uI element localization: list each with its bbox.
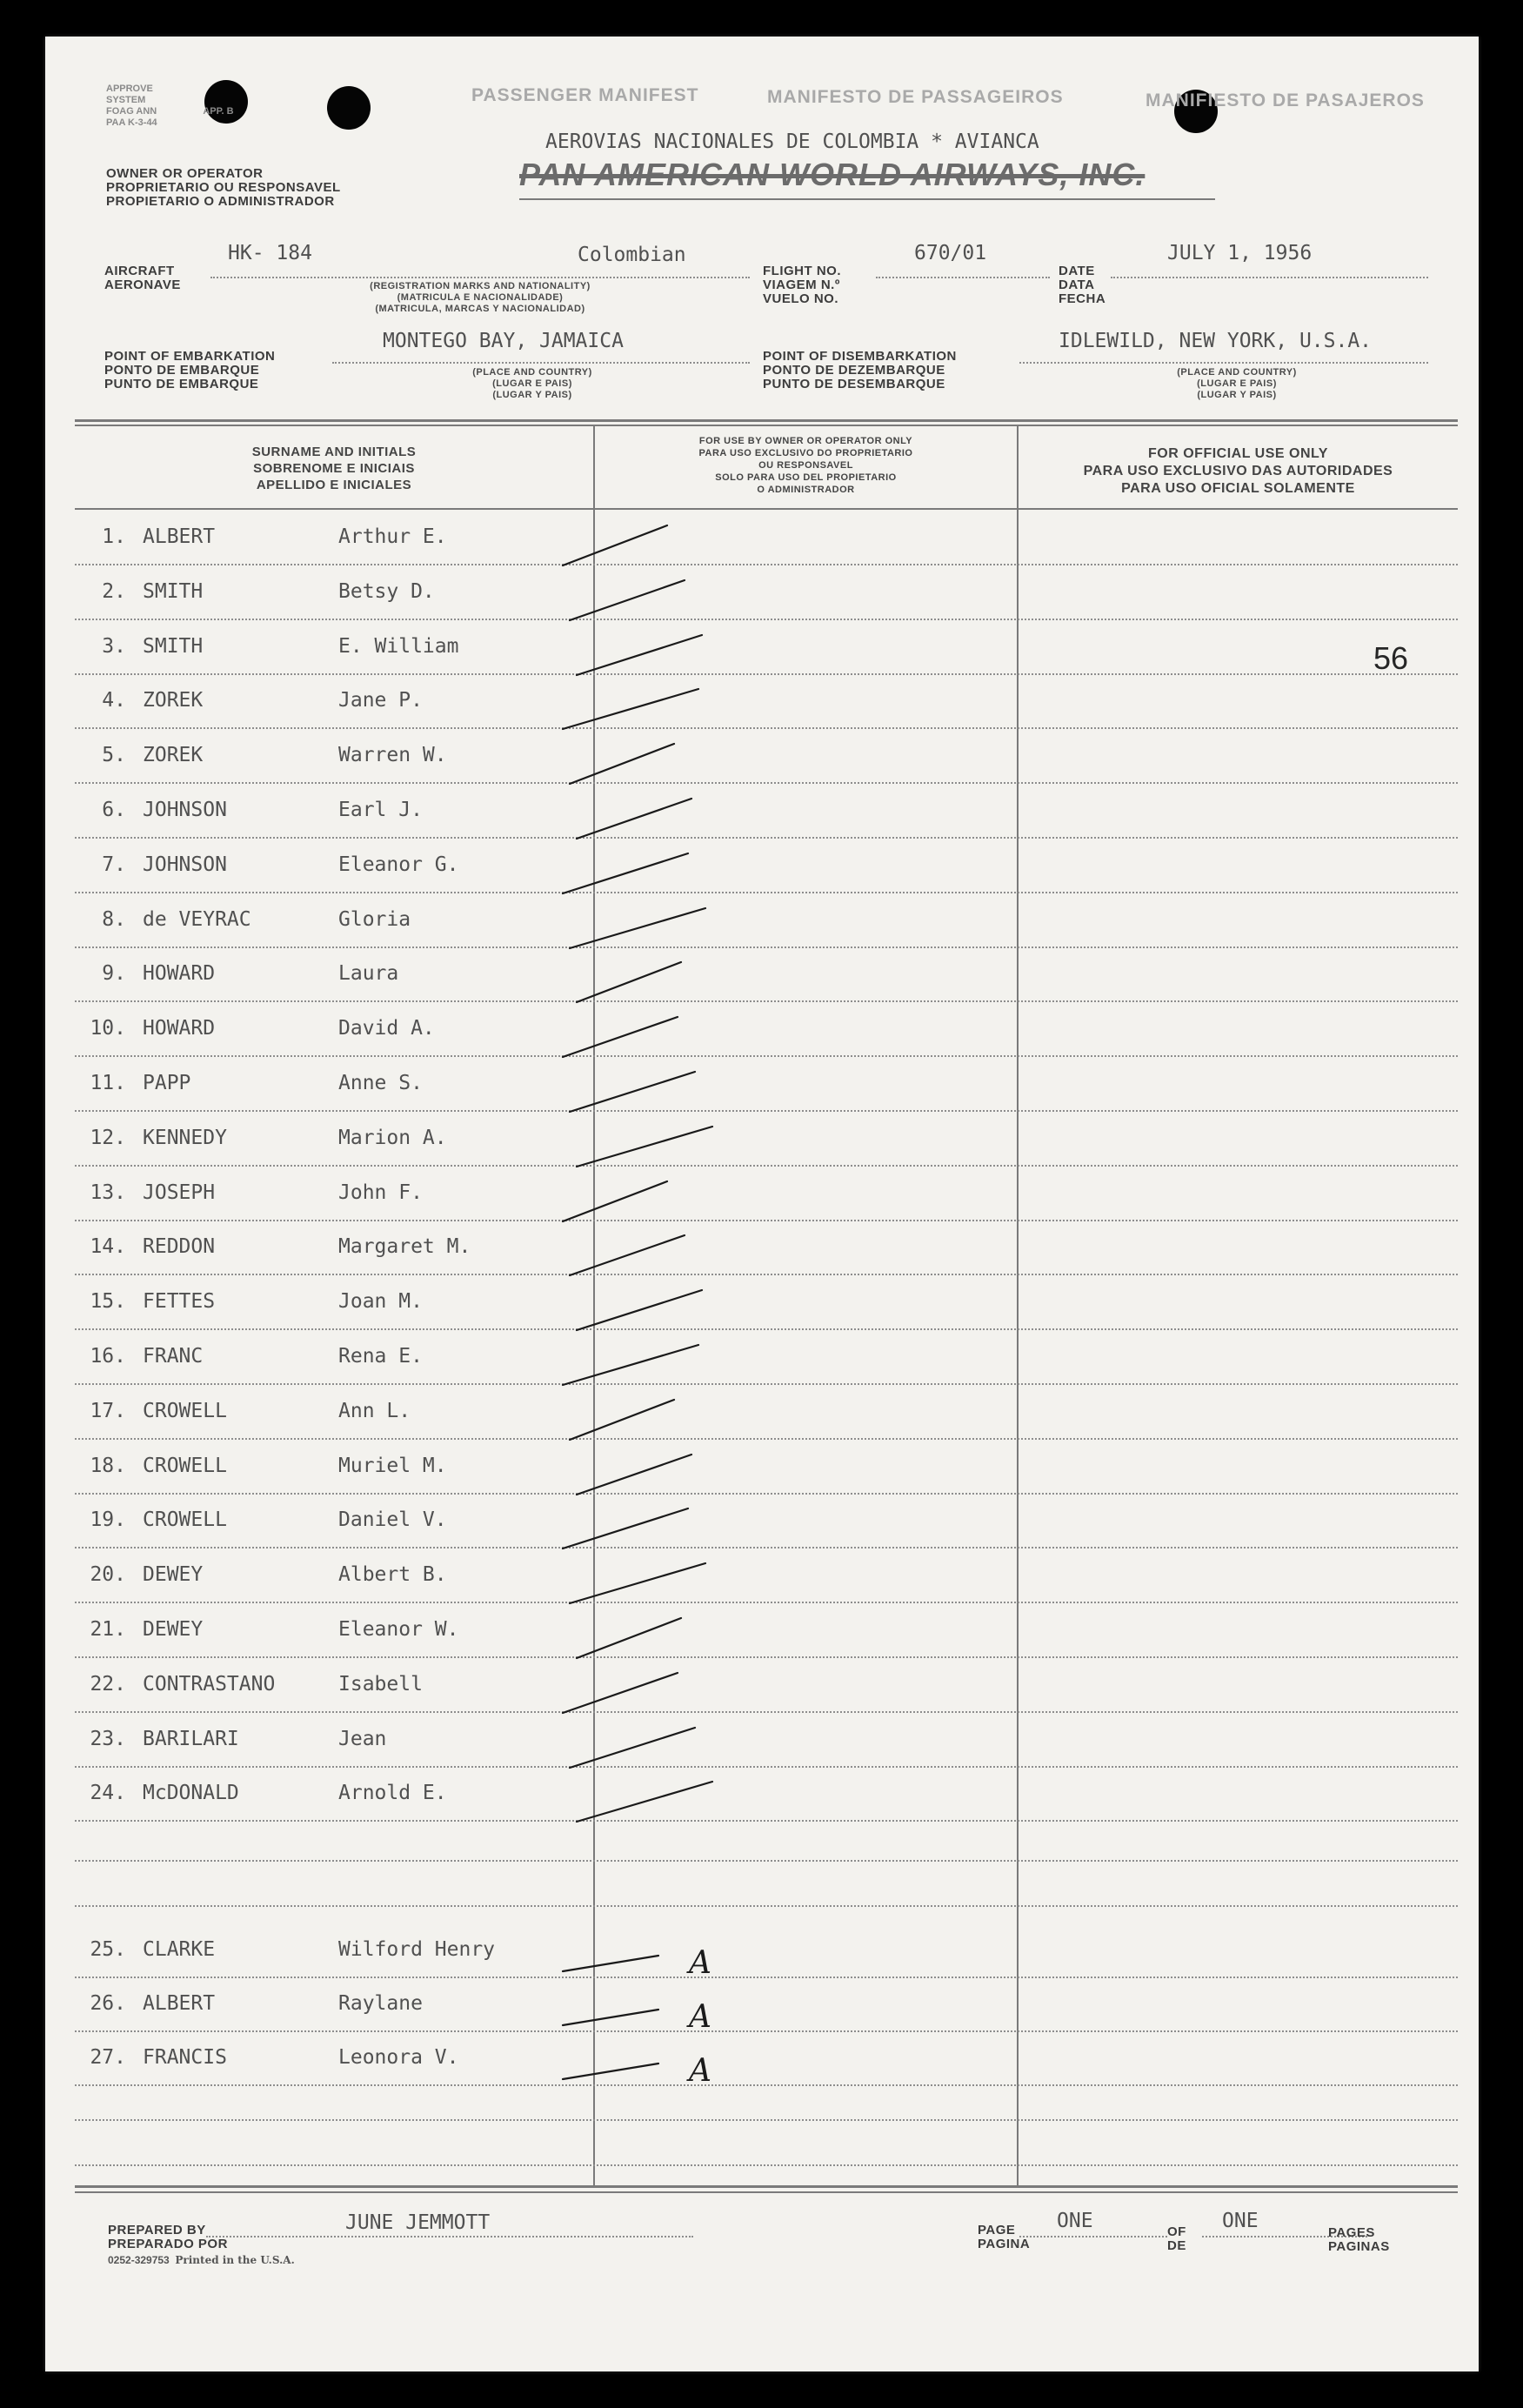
operator-struck-print: PAN AMERICAN WORLD AIRWAYS, INC. — [519, 157, 1146, 192]
passenger-given-name: Warren W. — [338, 744, 447, 766]
passenger-given-name: Arnold E. — [338, 1782, 447, 1804]
passenger-surname: HOWARD — [143, 1017, 216, 1040]
check-mark — [563, 1673, 678, 1713]
prepared-by: JUNE JEMMOTT — [345, 2211, 491, 2234]
passenger-given-name: Laura — [338, 962, 399, 985]
passenger-given-name: Daniel V. — [338, 1508, 447, 1531]
passenger-given-name: E. William — [338, 635, 459, 658]
column-header-official-pt: PARA USO EXCLUSIVO DAS AUTORIDADES — [1083, 464, 1393, 478]
column-header-names-en: SURNAME AND INITIALS — [251, 445, 417, 459]
check-mark — [563, 1956, 658, 1971]
owner-label-pt: PROPRIETARIO OU RESPONSAVEL — [106, 180, 341, 195]
passenger-number: 2. — [102, 580, 126, 603]
disembarkation-label-pt: PONTO DE DEZEMBARQUE — [763, 363, 945, 378]
check-mark — [577, 1455, 691, 1495]
passenger-given-name: Joan M. — [338, 1290, 423, 1313]
place-sublabel-es: (LUGAR Y PAIS) — [1197, 390, 1277, 400]
passenger-given-name: Eleanor G. — [338, 853, 459, 876]
passenger-number: 10. — [90, 1017, 126, 1040]
passenger-number: 19. — [90, 1508, 126, 1531]
column-header-owner-line: O ADMINISTRADOR — [757, 485, 855, 495]
passenger-given-name: Albert B. — [338, 1563, 447, 1586]
operator-name: AEROVIAS NACIONALES DE COLOMBIA * AVIANCA — [545, 130, 1039, 153]
passenger-surname: CROWELL — [143, 1455, 227, 1477]
aircraft-label-pt: AERONAVE — [104, 278, 181, 292]
place-sublabel-es: (LUGAR Y PAIS) — [492, 390, 572, 400]
handwritten-mark: A — [689, 1999, 711, 2035]
of-label-en: OF — [1167, 2224, 1186, 2239]
check-mark — [570, 1400, 674, 1440]
of-label — [1167, 2225, 1186, 2253]
check-mark — [570, 580, 685, 620]
prepared-label-es: PREPARADO POR — [108, 2237, 228, 2251]
manifest-sheet — [45, 37, 1479, 2371]
owner-label-en: OWNER OR OPERATOR — [106, 166, 264, 181]
column-header-owner-line: FOR USE BY OWNER OR OPERATOR ONLY — [698, 436, 913, 446]
passenger-number: 13. — [90, 1181, 126, 1204]
passenger-given-name: Arthur E. — [338, 525, 447, 548]
pages-label-pt: PAGINAS — [1328, 2239, 1390, 2254]
passenger-given-name: Muriel M. — [338, 1455, 447, 1477]
passenger-given-name: Wilford Henry — [338, 1938, 496, 1961]
column-header-names-pt: SOBRENOME E INICIAIS — [253, 461, 415, 476]
prepared-label — [108, 2224, 228, 2251]
aircraft-registration: HK- 184 — [228, 242, 312, 264]
passenger-number: 23. — [90, 1728, 126, 1750]
check-mark — [563, 853, 688, 893]
passenger-surname: PAPP — [143, 1072, 191, 1094]
passenger-given-name: Margaret M. — [338, 1235, 471, 1258]
check-mark — [563, 689, 698, 729]
column-header-owner-line: SOLO PARA USO DEL PROPIETARIO — [715, 472, 897, 483]
check-mark — [563, 1181, 667, 1221]
check-mark — [570, 1728, 695, 1768]
check-mark — [577, 1782, 712, 1822]
date-label-en: DATE — [1059, 264, 1095, 278]
flight-number: 670/01 — [914, 242, 987, 264]
passenger-number: 17. — [90, 1400, 126, 1422]
passenger-number: 15. — [90, 1290, 126, 1313]
passenger-number: 11. — [90, 1072, 126, 1094]
aircraft-nationality: Colombian — [578, 244, 686, 266]
passenger-surname: JOHNSON — [143, 799, 227, 821]
check-mark — [577, 1618, 681, 1658]
passenger-surname: ZOREK — [143, 689, 204, 712]
of-label-pt: DE — [1167, 2238, 1186, 2253]
passenger-number: 12. — [90, 1127, 126, 1149]
passenger-surname: CLARKE — [143, 1938, 216, 1961]
disembarkation-label-es: PUNTO DE DESEMBARQUE — [763, 377, 945, 391]
prepared-label-en: PREPARED BY — [108, 2223, 206, 2237]
check-mark — [563, 1508, 688, 1548]
passenger-given-name: Gloria — [338, 908, 411, 931]
check-mark — [570, 1072, 695, 1112]
embarkation-label-en: POINT OF EMBARKATION — [104, 349, 276, 364]
passenger-number: 25. — [90, 1938, 126, 1961]
passenger-number: 4. — [102, 689, 126, 712]
flight-label-pt: VIAGEM N.º — [763, 278, 840, 292]
column-header-owner-line: OU RESPONSAVEL — [758, 460, 853, 471]
passenger-number: 24. — [90, 1782, 126, 1804]
check-mark — [570, 908, 705, 948]
registration-sublabel-en: (REGISTRATION MARKS AND NATIONALITY) — [370, 281, 591, 291]
check-mark — [577, 799, 691, 839]
title-portuguese: MANIFESTO DE PASSAGEIROS — [767, 87, 1064, 107]
passenger-given-name: Earl J. — [338, 799, 423, 821]
table-bottom-rule — [75, 2185, 1458, 2188]
column-header-owner-line: PARA USO EXCLUSIVO DO PROPRIETARIO — [698, 448, 913, 458]
passenger-given-name: Leonora V. — [338, 2046, 459, 2069]
passenger-number: 21. — [90, 1618, 126, 1641]
pages-label-en: PAGES — [1328, 2225, 1375, 2240]
approval-line: PAA K-3-44 — [106, 117, 157, 128]
passenger-surname: ZOREK — [143, 744, 204, 766]
form-number-text: 0252-329753 — [108, 2254, 170, 2266]
page-number: ONE — [1057, 2210, 1093, 2232]
check-mark — [563, 1017, 678, 1057]
title-spanish: MANIFIESTO DE PASAJEROS — [1146, 90, 1425, 110]
date-label-es: FECHA — [1059, 291, 1106, 306]
column-header-official-es: PARA USO OFICIAL SOLAMENTE — [1121, 481, 1355, 496]
passenger-surname: de VEYRAC — [143, 908, 251, 931]
embarkation-place: MONTEGO BAY, JAMAICA — [383, 330, 624, 352]
table-bottom-rule — [75, 2191, 1458, 2193]
passenger-surname: JOSEPH — [143, 1181, 216, 1204]
disembarkation-label-en: POINT OF DISEMBARKATION — [763, 349, 957, 364]
date-label-pt: DATA — [1059, 278, 1095, 292]
check-mark — [570, 744, 674, 784]
passenger-given-name: Raylane — [338, 1992, 423, 2015]
registration-sublabel-es: (MATRICULA, MARCAS Y NACIONALIDAD) — [375, 304, 585, 314]
passenger-given-name: Eleanor W. — [338, 1618, 459, 1641]
check-mark — [577, 962, 681, 1002]
check-mark — [577, 1290, 702, 1330]
handwritten-mark: A — [689, 1945, 711, 1981]
page-total: ONE — [1222, 2210, 1259, 2232]
check-mark — [570, 1563, 705, 1603]
passenger-surname: FRANC — [143, 1345, 204, 1368]
column-header-official-en: FOR OFFICIAL USE ONLY — [1148, 446, 1328, 461]
passenger-number: 20. — [90, 1563, 126, 1586]
passenger-number: 8. — [102, 908, 126, 931]
approval-line: SYSTEM — [106, 95, 146, 105]
approval-suffix: APP. B — [203, 106, 234, 117]
check-mark — [563, 2010, 658, 2025]
passenger-number: 6. — [102, 799, 126, 821]
passenger-given-name: David A. — [338, 1017, 435, 1040]
prepared-line — [206, 2236, 693, 2237]
passenger-number: 5. — [102, 744, 126, 766]
passenger-surname: ALBERT — [143, 1992, 216, 2015]
disembarkation-place: IDLEWILD, NEW YORK, U.S.A. — [1059, 330, 1373, 352]
official-mark: 56 — [1373, 640, 1409, 676]
passenger-given-name: Marion A. — [338, 1127, 447, 1149]
approval-line: FOAG ANN — [106, 106, 157, 117]
column-header-names-es: APELLIDO E INICIALES — [256, 478, 412, 492]
page-line — [1019, 2236, 1167, 2237]
passenger-surname: CROWELL — [143, 1508, 227, 1531]
passenger-given-name: Jane P. — [338, 689, 423, 712]
flight-label-es: VUELO NO. — [763, 291, 839, 306]
registration-sublabel-pt: (MATRICULA E NACIONALIDADE) — [397, 292, 564, 303]
aircraft-label-en: AIRCRAFT — [104, 264, 175, 278]
check-mark — [577, 635, 702, 675]
passenger-given-name: Anne S. — [338, 1072, 423, 1094]
place-sublabel-en: (PLACE AND COUNTRY) — [472, 367, 592, 378]
passenger-number: 27. — [90, 2046, 126, 2069]
printed-text: Printed in the U.S.A. — [175, 2254, 295, 2266]
passenger-surname: CROWELL — [143, 1400, 227, 1422]
passenger-surname: HOWARD — [143, 962, 216, 985]
check-mark — [563, 2064, 658, 2079]
passenger-surname: ALBERT — [143, 525, 216, 548]
page-label-en: PAGE — [978, 2223, 1016, 2237]
passenger-surname: SMITH — [143, 635, 204, 658]
passenger-surname: FETTES — [143, 1290, 216, 1313]
place-sublabel-pt: (LUGAR E PAIS) — [492, 378, 572, 389]
page-label-pt: PAGINA — [978, 2237, 1031, 2251]
check-mark — [570, 1235, 685, 1275]
passenger-surname: SMITH — [143, 580, 204, 603]
passenger-surname: JOHNSON — [143, 853, 227, 876]
owner-label-es: PROPIETARIO O ADMINISTRADOR — [106, 194, 335, 209]
pages-label — [1328, 2226, 1390, 2254]
passenger-surname: FRANCIS — [143, 2046, 227, 2069]
flight-label-en: FLIGHT NO. — [763, 264, 841, 278]
check-mark — [563, 1345, 698, 1385]
passenger-surname: REDDON — [143, 1235, 216, 1258]
embarkation-label-es: PUNTO DE EMBARQUE — [104, 377, 259, 391]
passenger-number: 7. — [102, 853, 126, 876]
passenger-surname: CONTRASTANO — [143, 1673, 276, 1696]
passenger-given-name: Isabell — [338, 1673, 423, 1696]
passenger-given-name: Betsy D. — [338, 580, 435, 603]
passenger-number: 16. — [90, 1345, 126, 1368]
passenger-given-name: John F. — [338, 1181, 423, 1204]
passenger-number: 9. — [102, 962, 126, 985]
passenger-given-name: Rena E. — [338, 1345, 423, 1368]
passenger-surname: BARILARI — [143, 1728, 239, 1750]
form-number — [108, 2255, 295, 2266]
passenger-surname: DEWEY — [143, 1563, 204, 1586]
check-mark — [563, 525, 667, 565]
check-marks — [45, 37, 1479, 2371]
passenger-given-name: Jean — [338, 1728, 387, 1750]
title-english: PASSENGER MANIFEST — [471, 85, 699, 105]
passenger-number: 3. — [102, 635, 126, 658]
passenger-number: 26. — [90, 1992, 126, 2015]
approval-line: APPROVE — [106, 84, 153, 94]
flight-date: JULY 1, 1956 — [1167, 242, 1313, 264]
passenger-surname: McDONALD — [143, 1782, 239, 1804]
page-label — [978, 2224, 1030, 2251]
passenger-number: 18. — [90, 1455, 126, 1477]
handwritten-mark: A — [689, 2053, 711, 2089]
place-sublabel-en: (PLACE AND COUNTRY) — [1177, 367, 1297, 378]
passenger-number: 22. — [90, 1673, 126, 1696]
passenger-number: 14. — [90, 1235, 126, 1258]
passenger-number: 1. — [102, 525, 126, 548]
check-mark — [577, 1127, 712, 1167]
embarkation-label-pt: PONTO DE EMBARQUE — [104, 363, 260, 378]
passenger-given-name: Ann L. — [338, 1400, 411, 1422]
place-sublabel-pt: (LUGAR E PAIS) — [1197, 378, 1277, 389]
passenger-surname: KENNEDY — [143, 1127, 227, 1149]
passenger-surname: DEWEY — [143, 1618, 204, 1641]
